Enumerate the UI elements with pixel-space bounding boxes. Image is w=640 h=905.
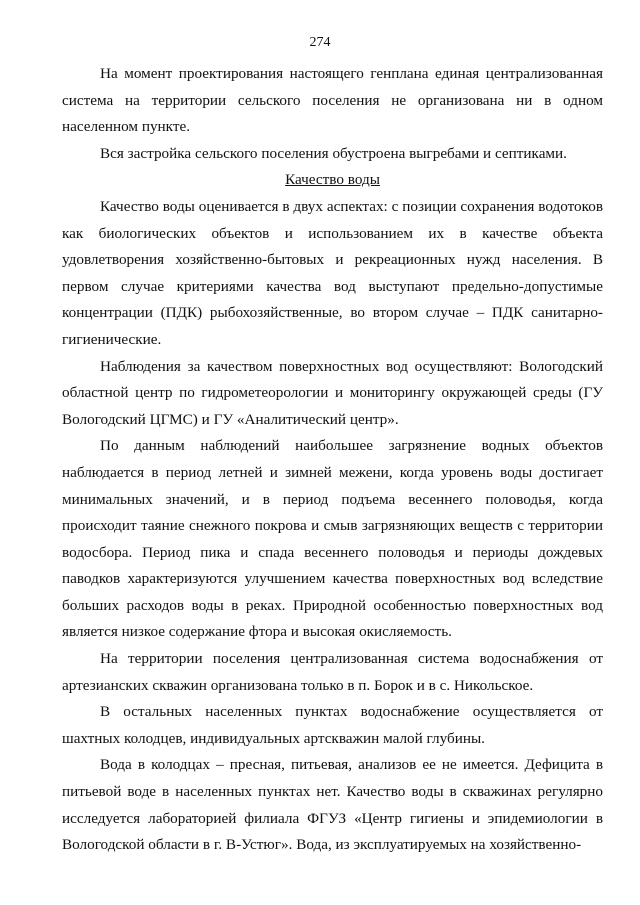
paragraph-central-supply: На территории поселения централизованная система водоснабжения от артезианских скважин организована только в п. Борок и в с. Никольское. — [62, 650, 603, 694]
paragraph-wells: Вода в колодцах – пресная, питьевая, анализов ее не имеется. Дефицита в питьевой воде в населенных пунктах нет. Качество воды в скважинах регулярно исследуется лабораторией филиала ФГУЗ «Центр гигиены и эпидемиологии в Вологодской области в г. В-Устюг». Вода, из эксплуатируемых на хозяйственно- — [62, 756, 603, 854]
paragraph-sewage: Вся застройка сельского поселения обустроена выгребами и септиками. — [100, 144, 567, 162]
paragraph-pollution: По данным наблюдений наибольшее загрязнение водных объектов наблюдается в период летней и зимней межени, когда уровень воды достигает минимальных значений, и в период подъема весеннего половодья, когда происходит таяние снежного покрова и смыв загрязняющих веществ с территории водосбора. Период пика и спада весеннего половодья и периоды дождевых паводков характеризуются улучшением качества поверхностных вод вследствие больших расходов воды в реках. Природной особенностью поверхностных вод является низкое содержание фтора и высокая окисляемость. — [62, 437, 603, 641]
paragraph-genplan: На момент проектирования настоящего генплана единая централизованная система на территории сельского поселения не организована ни в одном населенном пункте. — [62, 65, 603, 136]
paragraph-water-quality: Качество воды оценивается в двух аспектах: с позиции сохранения водотоков как биологических объектов и использованием их в качестве объекта удовлетворения хозяйственно-бытовых и рекреационных нужд населения. В первом случае критериями качества вод выступают предельно-допустимые концентрации (ПДК) рыбохозяйственные, во втором случае – ПДК санитарно-гигиенические. — [62, 197, 603, 348]
paragraph-observations: Наблюдения за качеством поверхностных вод осуществляют: Вологодский областной центр по гидрометеорологии и мониторингу окружающей среды (ГУ Вологодский ЦГМС) и ГУ «Аналитический центр». — [62, 357, 603, 428]
paragraph-other-settlements: В остальных населенных пунктах водоснабжение осуществляется от шахтных колодцев, индивидуальных артскважин малой глубины. — [62, 703, 603, 747]
page-number: 274 — [309, 35, 331, 50]
section-heading: Качество воды — [285, 171, 380, 189]
page-body — [62, 61, 603, 859]
